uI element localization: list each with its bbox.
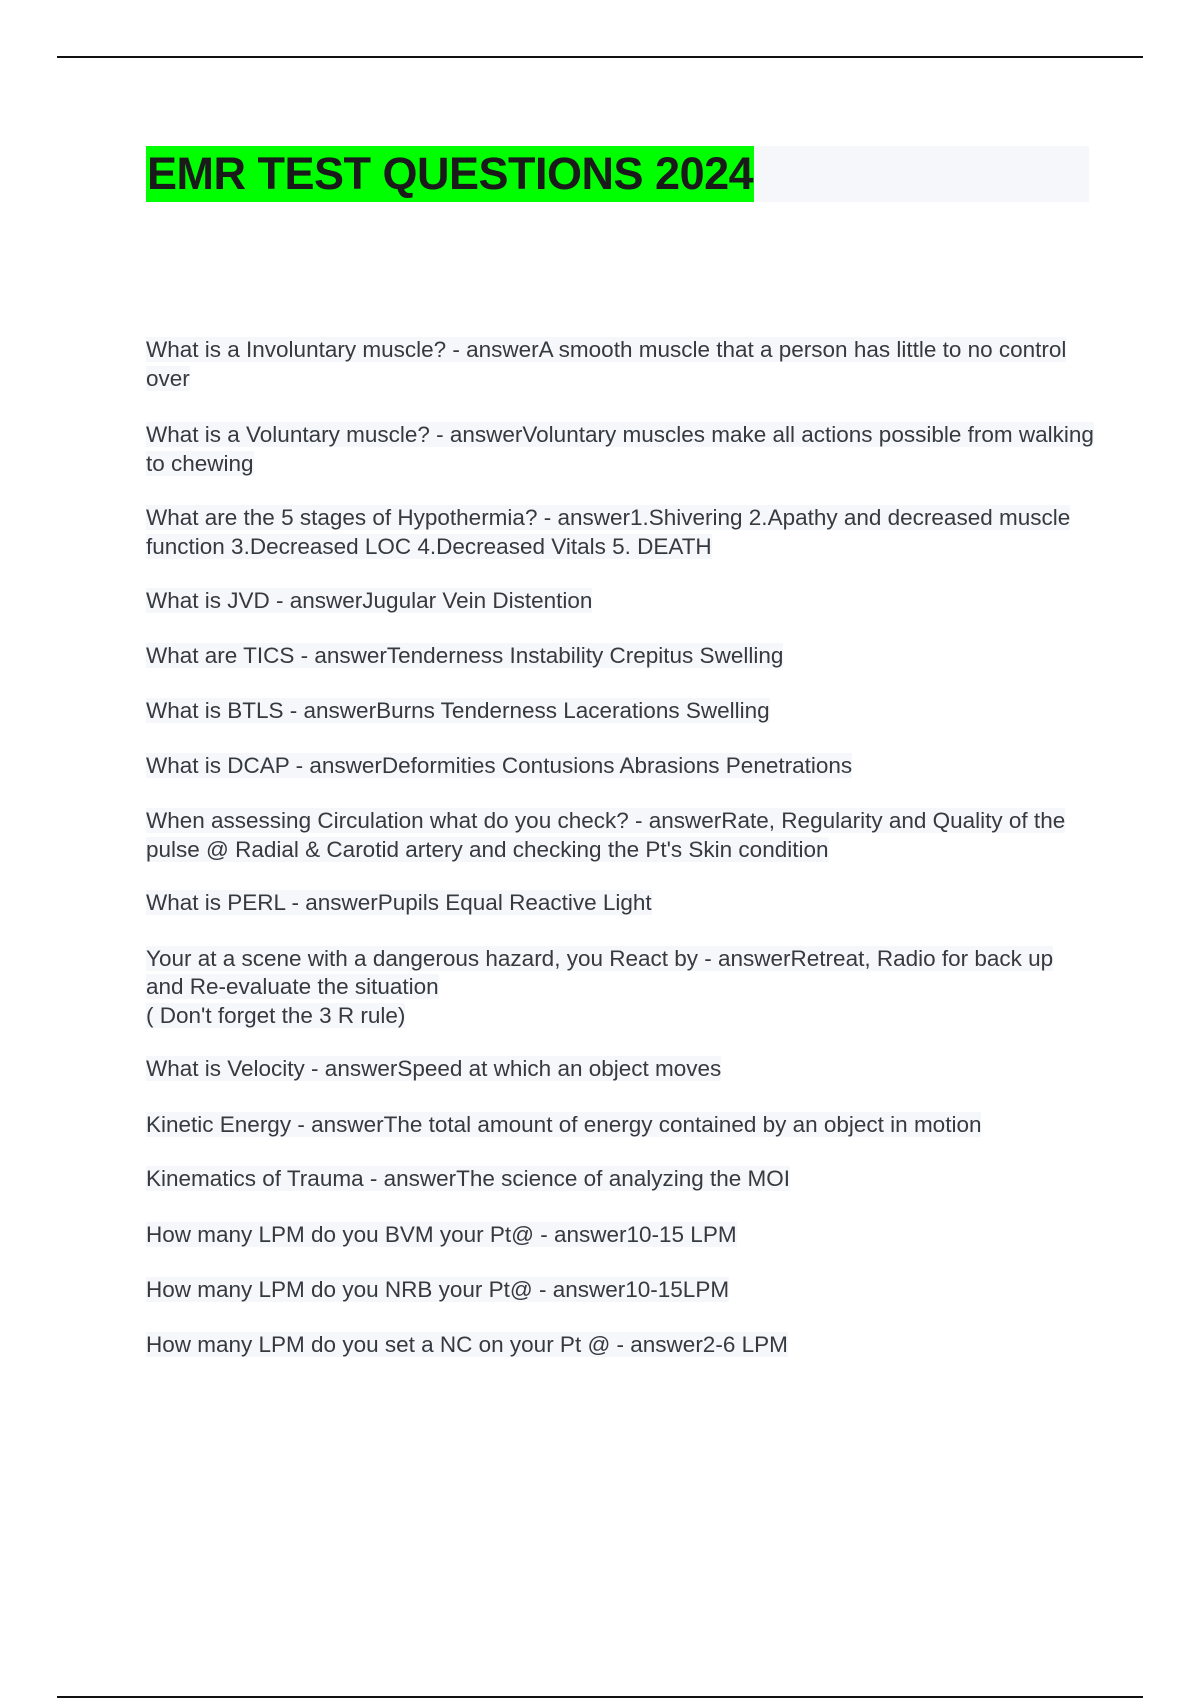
qa-item bbox=[146, 889, 1096, 918]
qa-text: What is PERL - answerPupils Equal Reactive Light bbox=[146, 890, 652, 915]
qa-item bbox=[146, 1111, 1096, 1140]
qa-text: How many LPM do you set a NC on your Pt @ - answer2-6 LPM bbox=[146, 1331, 788, 1357]
top-rule bbox=[57, 56, 1143, 58]
qa-item bbox=[146, 752, 1096, 781]
qa-text: When assessing Circulation what do you check? - answerRate, Regularity and Quality of the pulse @ Radial & Carotid artery and checking the Pt's Skin condition bbox=[146, 808, 1066, 862]
qa-text: What is DCAP - answerDeformities Contusions Abrasions Penetrations bbox=[146, 752, 853, 778]
qa-item bbox=[146, 1055, 1096, 1084]
bottom-rule bbox=[57, 1696, 1143, 1698]
qa-item bbox=[146, 587, 1096, 616]
qa-text: Kinematics of Trauma - answerThe science of analyzing the MOI bbox=[146, 1166, 791, 1191]
qa-text: Your at a scene with a dangerous hazard, you React by - answerRetreat, Radio for back up and Re-evaluate the situation bbox=[146, 945, 1054, 999]
qa-text: How many LPM do you BVM your Pt@ - answer10-15 LPM bbox=[146, 1221, 737, 1247]
qa-text: What is a Involuntary muscle? - answerA smooth muscle that a person has little to no control over bbox=[146, 337, 1067, 391]
qa-item bbox=[146, 1331, 1096, 1360]
qa-text: What is JVD - answerJugular Vein Distention bbox=[146, 588, 593, 613]
qa-text: What are the 5 stages of Hypothermia? - answer1.Shivering 2.Apathy and decreased muscle function 3.Decreased LOC 4.Decreased Vitals 5. DEATH bbox=[146, 505, 1071, 559]
qa-text: What is BTLS - answerBurns Tenderness Lacerations Swelling bbox=[146, 698, 770, 723]
qa-item bbox=[146, 1221, 1096, 1250]
title-block bbox=[146, 146, 1089, 202]
qa-item bbox=[146, 1165, 1096, 1194]
document-title: EMR TEST QUESTIONS 2024 bbox=[146, 146, 754, 202]
qa-note bbox=[146, 1002, 1096, 1031]
qa-item bbox=[146, 642, 1096, 671]
qa-list bbox=[146, 336, 1096, 1359]
qa-text: Kinetic Energy - answerThe total amount of energy contained by an object in motion bbox=[146, 1111, 982, 1137]
qa-note-text: ( Don't forget the 3 R rule) bbox=[146, 1002, 406, 1028]
qa-text: What is a Voluntary muscle? - answerVoluntary muscles make all actions possible from walking to chewing bbox=[146, 422, 1094, 476]
qa-item bbox=[146, 697, 1096, 726]
qa-text: What is Velocity - answerSpeed at which an object moves bbox=[146, 1056, 722, 1081]
qa-item bbox=[146, 504, 1096, 561]
qa-item bbox=[146, 1276, 1096, 1305]
qa-item bbox=[146, 945, 1096, 1031]
qa-text: What are TICS - answerTenderness Instability Crepitus Swelling bbox=[146, 642, 784, 668]
qa-item bbox=[146, 807, 1096, 864]
qa-item bbox=[146, 336, 1096, 393]
qa-text: How many LPM do you NRB your Pt@ - answer10-15LPM bbox=[146, 1277, 730, 1302]
qa-item bbox=[146, 421, 1096, 478]
